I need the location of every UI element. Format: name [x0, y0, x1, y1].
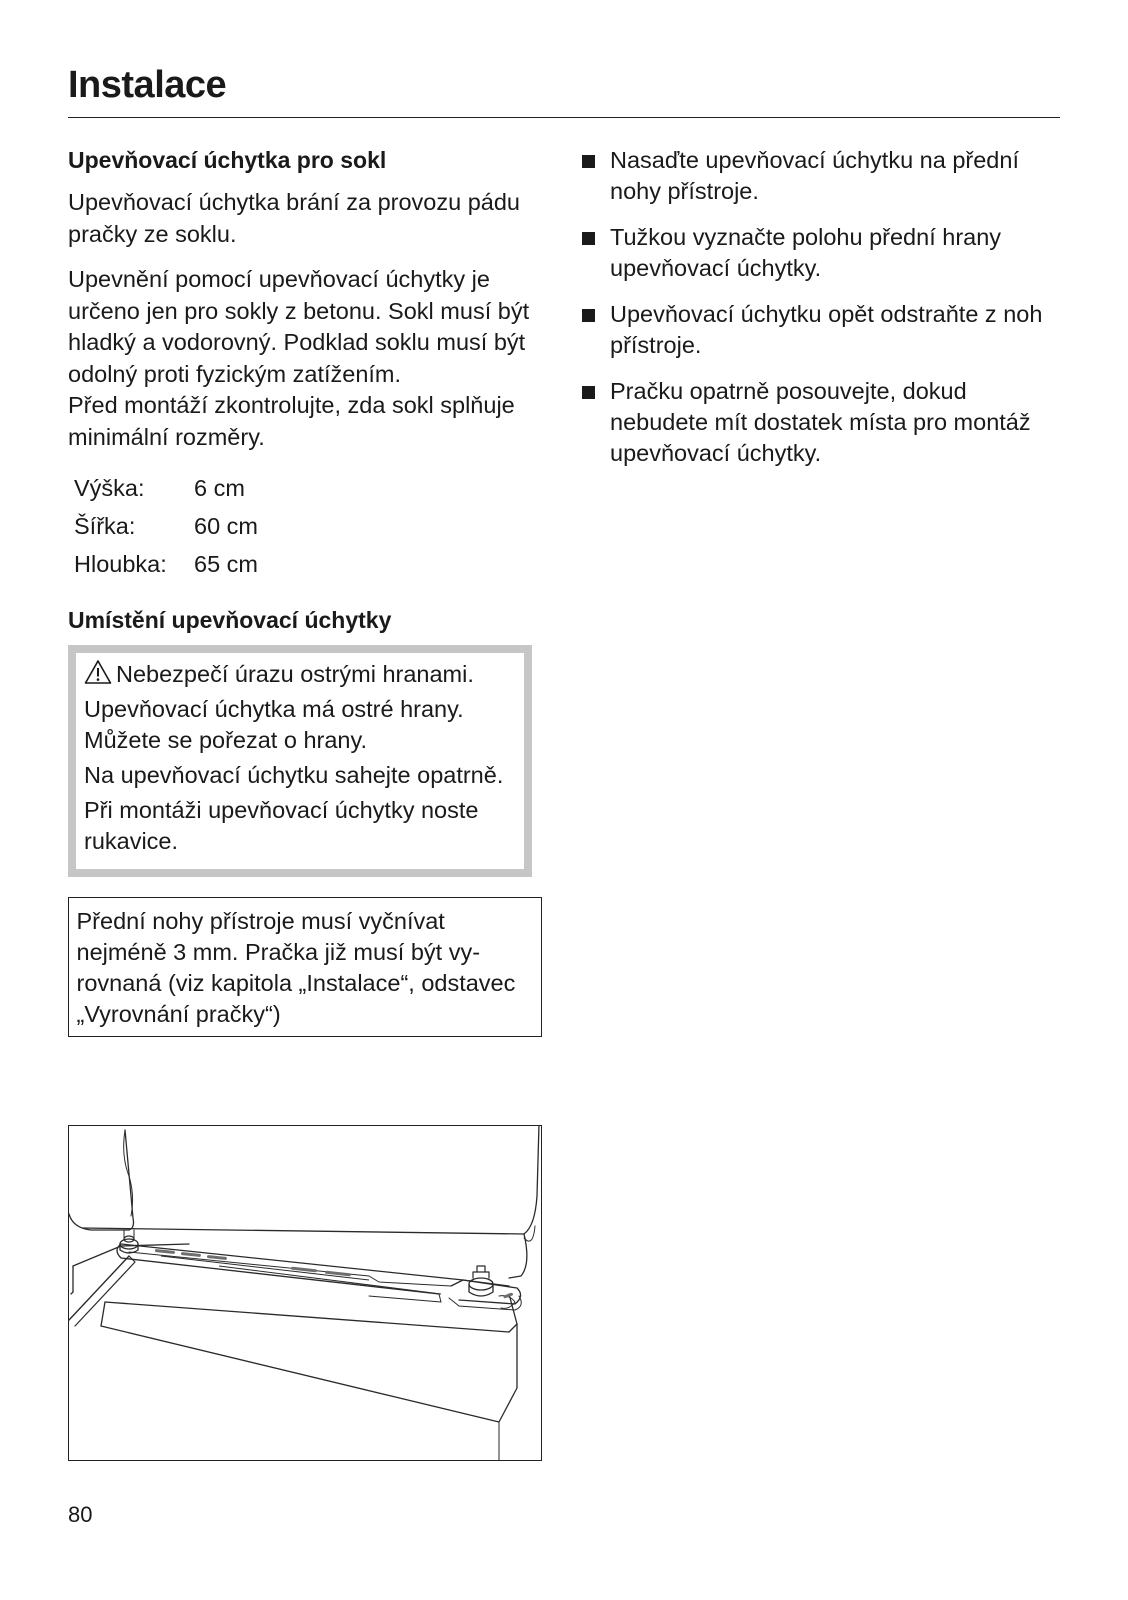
title-divider: [68, 117, 1060, 118]
square-bullet-icon: [582, 309, 595, 322]
step-item: [582, 376, 1062, 469]
square-bullet-icon: [582, 386, 595, 399]
page-number: 80: [68, 1502, 93, 1527]
dimension-row: [68, 549, 258, 587]
warning-title-line: [84, 659, 514, 690]
warning-text: Na upevňovací úchytku sahejte opatrně.: [84, 762, 504, 788]
note-box: [68, 897, 542, 1037]
dimension-label: Výška:: [74, 475, 145, 501]
step-text: Tužkou vyznačte polohu přední hrany upevňovací úchytky.: [610, 224, 1002, 281]
dimension-value: 6 cm: [194, 475, 245, 501]
step-item: [582, 299, 1062, 361]
dimension-label: Šířka:: [74, 513, 136, 539]
warning-triangle-icon: [84, 659, 112, 685]
step-text: Pračku opatrně posouvejte, dokud nebudete mít dostatek místa pro montáž upevňovací úchytky.: [610, 378, 1031, 466]
square-bullet-icon: [582, 232, 595, 245]
bracket-illustration-drawing: [69, 1126, 541, 1460]
check-paragraph: Před montáží zkontrolujte, zda sokl splňuje minimální rozměry.: [68, 392, 515, 450]
dimensions-table: [68, 473, 258, 587]
step-text: Upevňovací úchytku opět odstraňte z noh přístroje.: [610, 301, 1043, 358]
dimension-row: [68, 473, 258, 511]
steps-list: [582, 145, 1062, 469]
right-column: [582, 145, 1062, 484]
intro-paragraph: Upevňovací úchytka brání za provozu pádu pračky ze soklu.: [68, 189, 520, 247]
dimension-value: 65 cm: [194, 551, 258, 577]
requirements-paragraph: Upevnění pomocí upevňovací úchytky je určeno jen pro sokly z betonu. Sokl musí být hladký a vodorovný. Podklad soklu musí být odolný proti fyzickým zatížením.: [68, 266, 530, 387]
section-heading-bracket-placement: Umístění upevňovací úchytky: [68, 607, 392, 633]
step-item: [582, 222, 1062, 284]
square-bullet-icon: [582, 155, 595, 168]
step-text: Nasaďte upevňovací úchytku na přední nohy přístroje.: [610, 147, 1019, 204]
warning-box: [68, 645, 532, 877]
dimension-value: 60 cm: [194, 513, 258, 539]
left-column: [68, 145, 552, 1037]
dimension-label: Hloubka:: [74, 551, 167, 577]
warning-text: Při montáži upevňovací úchytky noste rukavice.: [84, 797, 479, 854]
section-heading-base-bracket: Upevňovací úchytka pro sokl: [68, 147, 387, 173]
installation-illustration: [68, 1125, 542, 1461]
warning-text: Upevňovací úchytka má ostré hrany. Můžete se pořezat o hrany.: [84, 696, 464, 753]
dimension-row: [68, 511, 258, 549]
step-item: [582, 145, 1062, 207]
note-text: Přední nohy přístroje musí vyčnívat nejméně 3 mm. Pračka již musí být vyrovnaná (viz kapitola „Instalace“, odstavec „Vyrovnání pračky“): [76, 908, 516, 1027]
page-title: Instalace: [68, 64, 227, 106]
warning-title: Nebezpečí úrazu ostrými hranami.: [116, 661, 474, 687]
